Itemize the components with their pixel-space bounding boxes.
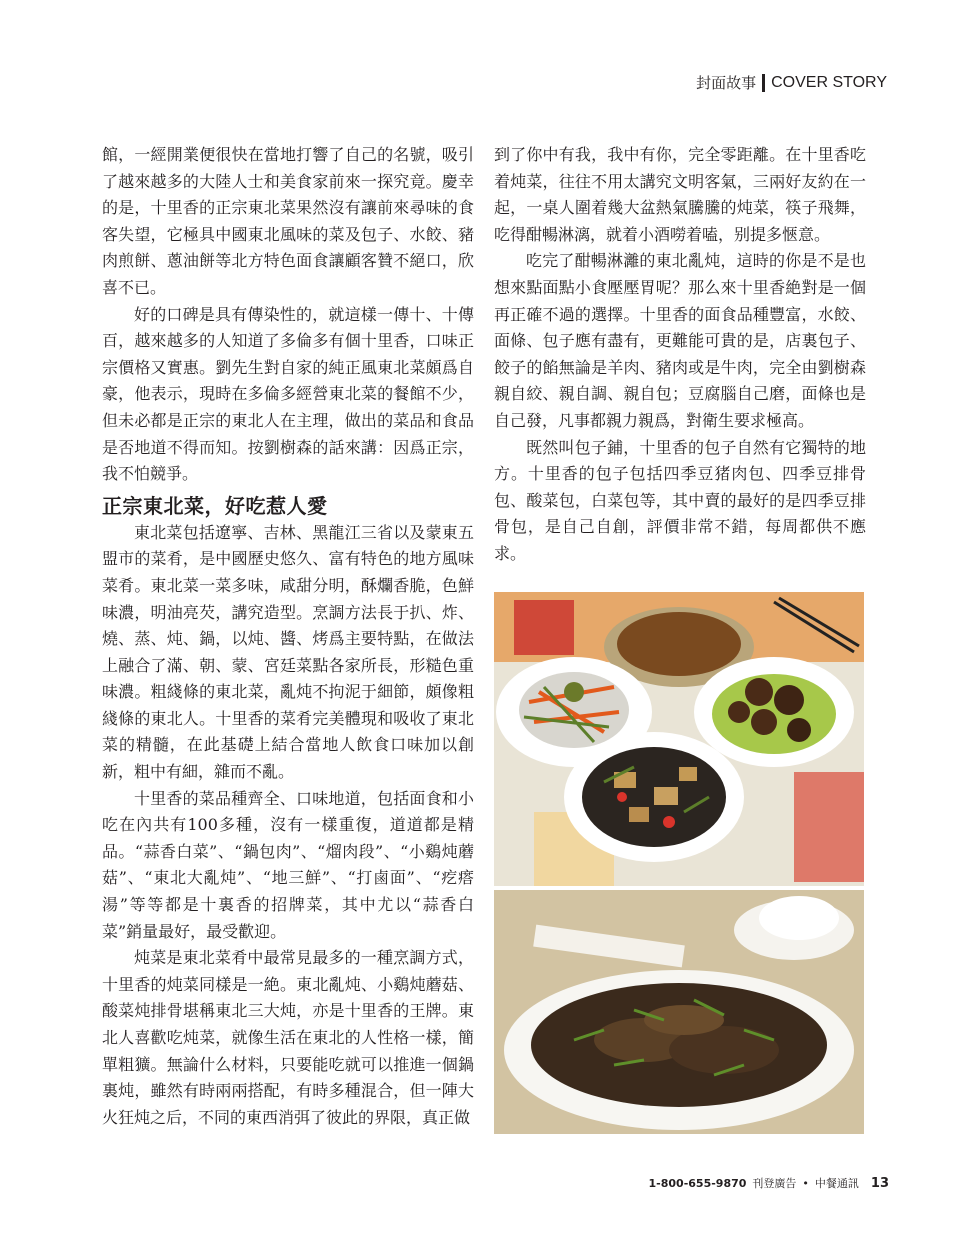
section-header: [696, 72, 887, 93]
footer-dot: •: [802, 1177, 809, 1190]
page-footer: [649, 1175, 889, 1191]
section-title-zh: 封面故事: [696, 74, 757, 92]
meat-dish-illustration: [494, 890, 864, 1134]
meat-dish-photo: [494, 890, 864, 1134]
paragraph: 好的口碑是具有傳染性的，就這樣一傳十、十傳百，越來越多的人知道了多倫多有個十里香，口味正宗價格又實惠。劉先生對自家的純正風東北菜頗爲自豪，他表示，現時在多倫多經營東北菜的餐館不少，但未必都是正宗的東北人在主理，做出的菜品和食品是否地道不得而知。按劉樹森的話來講：因爲正宗，我不怕競爭。: [102, 304, 474, 484]
footer-ad-text: 刊登廣告: [752, 1177, 797, 1190]
left-column: [102, 142, 474, 1131]
dishes-table-illustration: [494, 592, 864, 886]
dishes-table-photo: [494, 592, 864, 886]
paragraph: 十里香的菜品種齊全、口味地道，包括面食和小吃在內共有100多種，沒有一樣重復，道道都是精品。“蒜香白菜”、“鍋包肉”、“熘肉段”、“小鷄炖蘑菇”、“東北大亂炖”、“地三鮮”、“打鹵面”、“疙瘩湯”等等都是十裏香的招牌菜，其中尤以“蒜香白菜”銷量最好，最受歡迎。: [102, 788, 474, 941]
right-column: [494, 142, 866, 568]
paragraph: 既然叫包子鋪，十里香的包子自然有它獨特的地方。十里香的包子包括四季豆猪肉包、四季豆排骨包、酸菜包，白菜包等，其中賣的最好的是四季豆排骨包，是自己自創，評價非常不錯，每周都供不應求。: [494, 437, 866, 563]
paragraph: 炖菜是東北菜肴中最常見最多的一種烹調方式，十里香的炖菜同樣是一絶。東北亂炖、小鷄炖蘑菇、酸菜炖排骨堪稱東北三大炖，亦是十里香的王牌。東北人喜歡吃炖菜，就像生活在東北的人性格一樣，簡單粗獷。無論什么材料，只要能吃就可以推進一個鍋裏炖，雖然有時兩兩搭配，有時多種混合，但一陣大火狂炖之后，不同的東西消弭了彼此的界限，真正做: [102, 948, 474, 1127]
header-divider: [762, 74, 765, 92]
paragraph: 館，一經開業便很快在當地打響了自己的名號，吸引了越來越多的大陸人士和美食家前來一探究竟。慶幸的是，十里香的正宗東北菜果然沒有讓前來尋味的食客失望，它極具中國東北風味的菜及包子、水餃、豬肉煎餅、蔥油餅等北方特色面食讓顧客贊不絕口，欣喜不已。: [102, 145, 474, 297]
page-number: 13: [870, 1176, 889, 1191]
paragraph: 東北菜包括遼寧、吉林、黑龍江三省以及蒙東五盟市的菜肴，是中國歷史悠久、富有特色的地方風味菜肴。東北菜一菜多味，咸甜分明，酥爛香脆，色鮮味濃，明油亮芡，講究造型。烹調方法長于扒、炸、燒、蒸、炖、鍋，以炖、醬、烤爲主要特點，在做法上融合了滿、朝、蒙、宮廷菜點各家所長，形糙色重味濃。粗綫條的東北菜，亂炖不拘泥于細節，頗像粗綫條的東北人。十里香的菜肴完美體現和吸收了東北菜的精髓，在此基礎上結合當地人飲食口味加以創新，粗中有細，雜而不亂。: [102, 522, 474, 782]
footer-publication: 中餐通訊: [814, 1177, 859, 1190]
section-title-en: COVER STORY: [771, 73, 887, 91]
subheading: 正宗東北菜，好吃惹人愛: [102, 493, 328, 518]
footer-phone: 1-800-655-9870: [648, 1177, 747, 1190]
paragraph: 吃完了酣暢淋灕的東北亂炖，這時的你是不是也想來點面點小食壓壓胃呢？那么來十里香絶對是一個再正確不過的選擇。十里香的面食品種豐富，水餃、面條、包子應有盡有，更難能可貴的是，店裏包子、餃子的餡無論是羊肉、豬肉或是牛肉，完全由劉樹森親自絞、親自調、親自包；豆腐腦自己磨，面條也是自己發，凡事都親力親爲，對衛生要求極高。: [494, 251, 866, 430]
paragraph: 到了你中有我，我中有你，完全零距離。在十里香吃着炖菜，往往不用太講究文明客氣，三兩好友約在一起，一桌人圍着幾大盆熱氣騰騰的炖菜，筷子飛舞，吃得酣暢淋漓，就着小酒嘮着嗑，别提多愜意。: [494, 145, 866, 244]
